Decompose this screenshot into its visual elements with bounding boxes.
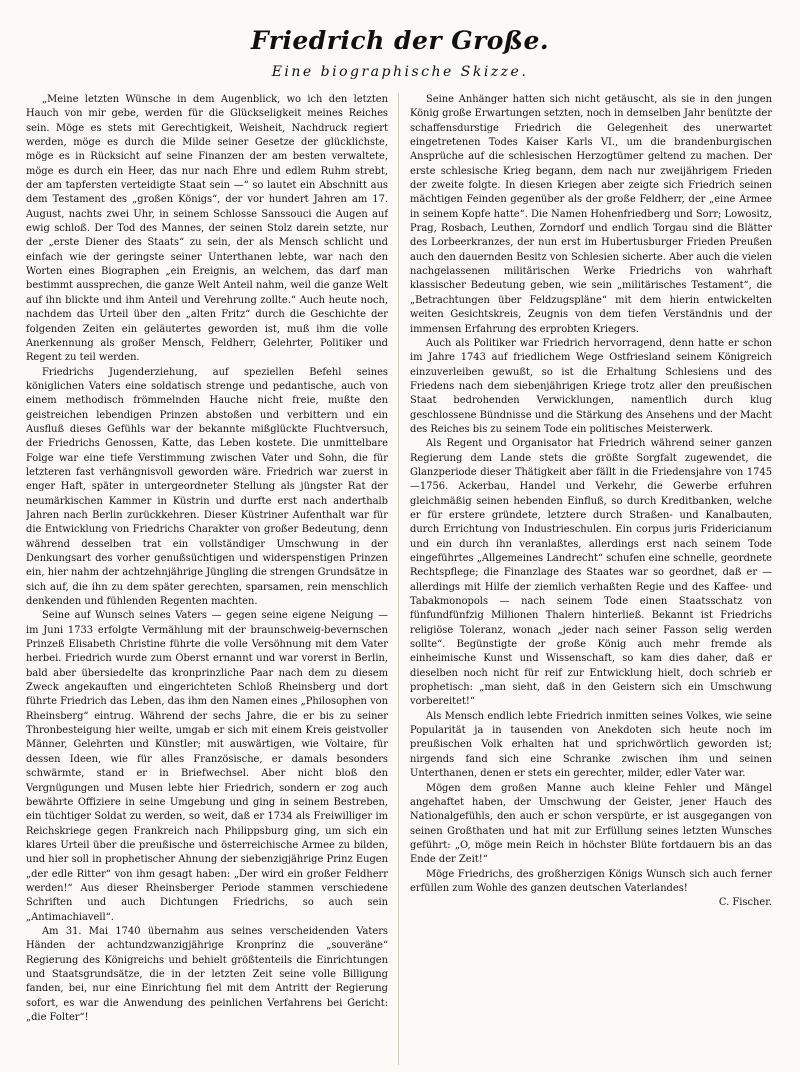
paragraph: Als Regent und Organisator hat Friedrich während seiner ganzen Regierung dem Lande stets die größte Sorgfalt zugewendet, die Glanzperiode dieser Thätigkeit aber fällt in die Friedensjahre von 1745—1756. Ackerbau, Handel und Verkehr, die Gewerbe erfuhren gleichmäßig seinen hebenden Einfluß, so durch Kreditbanken, welche er für erstere gründete, letztere durch Straßen- und Kanalbauten, durch Errichtung von Industrieschulen. Ein corpus juris Fridericianum und ein durch ihn veranlaßtes, allerdings erst nach seinem Tode eingeführtes „Allgemeines Landrecht“ schufen eine schnelle, geordnete Rechtspflege; die Finanzlage des Staates war so geordnet, daß er — allerdings mit Hilfe der ziemlich verhaßten Regie und des Kaffee- und Tabakmonopols — nach seinem Tode einen Staatsschatz von fünfundfünfzig Millionen Thalern hinterließ. Bekannt ist Friedrichs religiöse Toleranz, wonach „jeder nach seiner Fasson selig werden sollte“. Begünstigte der große König auch mehr fremde als einheimische Kunst und Wissenschaft, so kam dies daher, daß er dieselben noch nicht für reif zur Entwicklung hielt, doch schrieb er prophetisch: „man sieht, daß in den Geistern sich ein Umschwung vorbereitet!“ [410,438,772,708]
paragraph: Auch als Politiker war Friedrich hervorragend, denn hatte er schon im Jahre 1743 auf friedlichem Wege Ostfriesland seinem Königreich einzuverleiben gewußt, so ist die Erhaltung Schlesiens und des Friedens nach dem siebenjährigen Kriege trotz aller den preußischen Staat bedrohenden Verwicklungen, namentlich durch klug geschlossene Bündnisse und die Stärkung des Ansehens und der Macht des Reiches bis zu seinem Tode ein politisches Meisterwerk. [410,337,772,435]
paragraph: Seine auf Wunsch seines Vaters — gegen seine eigene Neigung — im Juni 1733 erfolgte Vermählung mit der braunschweig-bevernschen Prinzeß Elisabeth Christine führte die volle Versöhnung mit dem Vater herbei. Friedrich wurde zum Oberst ernannt und war vorerst in Berlin, bald aber übersiedelte das kronprinzliche Paar nach dem zu diesem Zweck angekauften und eingerichteten Schloß Rheinsberg und dort führte Friedrich das Leben, das ihm den Namen eines „Philosophen von Rheinsberg“ eintrug. Während der sechs Jahre, die er bis zu seiner Thronbesteigung hier weilte, umgab er sich mit einem Kreis geistvoller Männer, Gelehrten und Künstler; mit auswärtigen, wie Voltaire, für dessen Ideen, wie für alles Französische, er damals besonders schwärmte, stand er in Briefwechsel. Aber nicht bloß den Vergnügungen und Musen lebte hier Friedrich, sondern er zog auch bewährte Offiziere in seine Umgebung und ging in seinem Bestreben, ein tüchtiger Soldat zu werden, so weit, daß er 1734 als Freiwilliger im Reichskriege gegen Frankreich nach Philippsburg ging, um sich ein klares Urteil über die preußische und österreichische Armee zu bilden, und hier soll in prophetischer Ahnung der siebenzigjährige Prinz Eugen „der edle Ritter“ von ihm gesagt haben: „Der wird ein großer Feldherr werden!“ Aus dieser Rheinsberger Periode stammen verschiedene Schriften und auch Dichtungen Friedrichs, so auch sein „Antimachiavell“. [26,610,388,923]
article-subtitle: Eine biographische Skizze. [271,64,529,80]
author-signature: C. Fischer. [718,897,772,909]
paragraph: Mögen dem großen Manne auch kleine Fehler und Mängel angehaftet haben, der Umschwung der Geister, jener Hauch des Nationalgefühls, den auch er schon verspürte, er ist ausgegangen von seinen Großthaten und hat mit zur Erfüllung seines letzten Wunsches geführt: „O, möge mein Reich in höchster Blüte fortdauern bis an das Ende der Zeit!“ [410,782,772,866]
paragraph: Am 31. Mai 1740 übernahm aus seines verscheidenden Vaters Händen der achtundzwanzigjährige Kronprinz die „souveräne“ Regierung des Königreichs und behielt größtenteils die Einrichtungen und Staatsgrundsätze, die in der letzten Zeit seine volle Billigung fanden, bei, nur eine Einrichtung fiel mit dem Antritt der Regierung sofort, es war die Anwendung des peinlichen Verfahrens bei Gericht: „die Folter“! [26,925,388,1023]
paragraph: Seine Anhänger hatten sich nicht getäuscht, als sie in den jungen König große Erwartungen setzten, noch in demselben Jahr benützte der schaffensdurstige Friedrich die Gelegenheit des unerwartet eingetretenen Todes Kaiser Karls VI., um die brandenburgischen Ansprüche auf die schlesischen Herzogtümer geltend zu machen. Der erste schlesische Krieg begann, dem nach nur zweijährigem Frieden der zweite folgte. In diesen Kriegen aber zeigte sich Friedrich seinen mächtigen Feinden gegenüber als der große Feldherr, der „eine Armee in seinem Kopfe hatte“. Die Namen Hohenfriedberg und Sorr; Lowositz, Prag, Rosbach, Leuthen, Zorndorf und endlich Torgau sind die Blätter des Lorbeerkranzes, der nun erst im Hubertusburger Frieden Preußen auch den dauernden Besitz von Schlesien sicherte. Aber auch die vielen nachgelassenen militärischen Werke Friedrichs von wahrhaft klassischer Bedeutung geben, wie sein „militärisches Testament“, die „Betrachtungen über Feldzugspläne“ mit dem hierin entwickelten weiten Gesichtskreis, Zeugnis von dem tiefen Verständnis und der immensen Erfahrung des erprobten Kriegers. [410,94,772,335]
paragraph: „Meine letzten Wünsche in dem Augenblick, wo ich den letzten Hauch von mir gebe, werden für die Glückseligkeit meines Reiches sein. Möge es stets mit Gerechtigkeit, Weisheit, Nachdruck regiert werden, möge es durch die Milde seiner Gesetze der glücklichste, möge es in Rücksicht auf seine Finanzen der am besten verwaltete, möge es durch ein Heer, das nur nach Ehre und edlem Ruhm strebt, der am tapfersten verteidigte Staat sein —“ so lautet ein Abschnitt aus dem Testament des „großen Königs“, der vor hundert Jahren am 17. August, nachts zwei Uhr, in seinem Schlosse Sanssouci die Augen auf ewig schloß. Der Tod des Mannes, der seinen Stolz darein setzte, nur der „erste Diener des Staats“ zu sein, der als Mensch schlicht und einfach wie der geringste seiner Unterthanen lebte, war nach den Worten eines Biographen „ein Ereignis, an welchem, das darf man bestimmt aussprechen, die ganze Welt Anteil nahm, weil die ganze Welt auf ihn blickte und ihm Anteil und Verehrung zollte.“ Auch heute noch, nachdem das Urteil über den „alten Fritz“ durch die Geschichte der folgenden Zeiten ein geläutertes geworden ist, muß ihm die volle Anerkennung als großer Mensch, Feldherr, Gelehrter, Politiker und Regent zu teil werden. [26,94,388,364]
article-title: Friedrich der Große. [250,26,550,55]
paragraph: Möge Friedrichs, des großherzigen Königs Wunsch sich auch ferner erfüllen zum Wohle des ganzen deutschen Vaterlandes! [410,868,772,894]
left-column [26,93,388,1068]
column-divider [398,93,399,1065]
paragraph: Friedrichs Jugenderziehung, auf speziellen Befehl seines königlichen Vaters eine soldatisch strenge und pedantische, auch von einem methodisch frömmelnden Hauche nicht freie, mußte den geistreichen lebendigen Prinzen abstoßen und verbittern und ein Ausfluß dieses Gefühls war der bekannte mißglückte Fluchtversuch, der Friedrichs Genossen, Katte, das Leben kostete. Die unmittelbare Folge war eine tiefe Verstimmung zwischen Vater und Sohn, die für letzteren fast verhängnisvoll geworden wäre. Friedrich war zuerst in enger Haft, später in untergeordneter Stellung als jüngster Rat der neumärkischen Kammer in Küstrin und durfte erst nach anderthalb Jahren nach Berlin zurückkehren. Dieser Küstriner Aufenthalt war für die Entwicklung von Friedrichs Charakter von großer Bedeutung, denn während desselben trat ein vollständiger Umschwung in der Denkungsart des vorher genußsüchtigen und widerspenstigen Prinzen ein, hier nahm der achtzehnjährige Jüngling die strengen Grundsätze in sich auf, die ihn zu dem später gerechten, sparsamen, rein menschlich denkenden und fühlenden Regenten machten. [26,366,388,608]
paragraph: Als Mensch endlich lebte Friedrich inmitten seines Volkes, wie seine Popularität ja in tausenden von Anekdoten sich heute noch im preußischen Volk erhalten hat und sprichwörtlich geworden ist; nirgends fand sich eine Schranke zwischen ihm und seinen Unterthanen, denen er stets ein gerechter, milder, edler Vater war. [410,710,772,780]
right-column [410,93,772,1068]
